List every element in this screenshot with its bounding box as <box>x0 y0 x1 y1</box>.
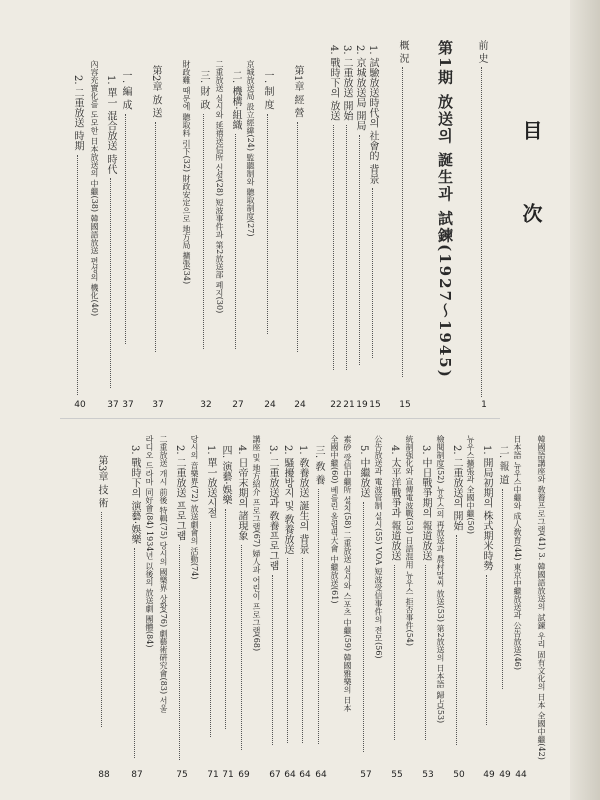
toc-entry-text: 1. 敎養放送 誕生의 背景 <box>297 445 308 555</box>
leader-dots <box>235 134 236 349</box>
toc-entry-text: 2. 二重放送 프로그램 <box>174 445 185 541</box>
toc-entry-text: 素砂 受信中繼所 설치(58) 二重放送 실시와 스포츠 中繼(59) 韓國雅樂의 日本 <box>343 435 352 713</box>
toc-entry-text: 2. 騷擾방지 및 敎養放送 <box>282 445 293 555</box>
leader-dots <box>425 565 426 740</box>
toc-entry <box>436 435 444 723</box>
toc-entry-text: 一. 編 成 <box>120 70 131 110</box>
toc-entry-text: 1. 單一放送시절 <box>205 445 216 518</box>
toc-entry-text: 財政難 때문에 聽取料 引下(32) 財政安定으로 地方局 擴張(34) <box>182 60 191 285</box>
toc-entry <box>358 445 368 752</box>
page-number: 27 <box>232 400 244 410</box>
toc-entry <box>246 60 254 236</box>
toc-entry <box>105 75 115 388</box>
toc-entry <box>120 70 130 344</box>
toc-entry-text: 2. 二重放送의 開始 <box>451 445 462 531</box>
toc-entry-text: 4. 日帝末期의 諸現象 <box>236 445 247 541</box>
toc-entry-text: 2. 二重放送 時期 <box>72 75 83 151</box>
toc-entry <box>205 445 215 737</box>
toc-entry <box>220 445 230 729</box>
page-number: 19 <box>356 400 368 410</box>
leader-dots <box>241 545 242 750</box>
leader-dots <box>402 67 403 377</box>
toc-entry-text: 內容充實化를 도모한 日本放送의 中繼(38) 韓國語放送 편성의 機化(40) <box>90 60 99 317</box>
leader-dots <box>267 114 268 334</box>
toc-entry <box>343 435 351 712</box>
page-number: 32 <box>200 400 212 410</box>
leader-dots <box>110 178 111 388</box>
page-number: 88 <box>98 770 110 780</box>
toc-entry-text: 韓國語講座와 敎養프로그램(41) 3. 韓國語放送의 試鍊 우리 固有文化의 日本 全國中繼(42) <box>537 435 546 760</box>
toc-entry-text: 前 史 <box>476 40 487 64</box>
toc-entry <box>96 455 106 727</box>
leader-dots <box>155 122 156 352</box>
toc-entry <box>230 70 240 349</box>
toc-entry-text: 一. 制 度 <box>262 70 273 110</box>
toc-entry <box>476 40 486 397</box>
page-number: 57 <box>360 770 372 780</box>
toc-entry <box>497 445 507 689</box>
leader-dots <box>287 558 288 743</box>
page-number: 55 <box>391 770 403 780</box>
page-number: 15 <box>369 400 381 410</box>
page-number: 21 <box>343 400 355 410</box>
page-number: 37 <box>122 400 134 410</box>
page-number: 87 <box>131 770 143 780</box>
page-number: 50 <box>453 770 465 780</box>
toc-entry-text: 1. 單一 混合放送 時代 <box>105 75 116 175</box>
toc-entry-text: 5. 中繼放送 <box>358 445 369 498</box>
toc-entry <box>397 40 407 377</box>
page-number: 22 <box>330 400 342 410</box>
leader-dots <box>394 565 395 740</box>
toc-entry <box>367 45 377 358</box>
toc-entry-text: 3. 戰時下의 演藝·娛樂 <box>129 445 140 545</box>
leader-dots <box>481 67 482 397</box>
toc-entry-text: 1. 開局初期의 株式期米時勢 <box>481 445 492 571</box>
toc-entry <box>145 435 153 647</box>
leader-dots <box>210 522 211 737</box>
toc-entry <box>374 435 382 659</box>
toc-entry <box>313 445 323 744</box>
page-title: 目 次 <box>519 120 543 251</box>
leader-dots <box>302 558 303 743</box>
leader-dots <box>346 125 347 370</box>
toc-entry-text: 第1章 經 營 <box>292 65 303 118</box>
toc-entry-text: 京城放送局 設立經緯(24) 監聽制와 聽取制度(27) <box>246 60 255 237</box>
toc-entry <box>537 435 545 760</box>
page-number: 69 <box>238 770 250 780</box>
toc-entry-text: 三. 財 政 <box>198 70 209 110</box>
leader-dots <box>77 155 78 395</box>
page-number: 64 <box>299 770 311 780</box>
toc-entry <box>341 45 351 370</box>
toc-entry-text: 3. 二重放送과 敎養프로그램 <box>267 445 278 571</box>
toc-entry-text: 3. 二重放送 開始 <box>341 45 352 121</box>
toc-entry-text: 第3章 技 術 <box>96 455 107 508</box>
leader-dots <box>125 114 126 344</box>
page-number: 37 <box>107 400 119 410</box>
leader-dots <box>179 545 180 760</box>
toc-entry-text: 당시의 音樂界(72) 放送劇會의 活動(74) <box>190 435 199 580</box>
toc-entry-text: 3. 中日戰爭期의 報道放送 <box>420 445 431 561</box>
toc-entry-text: 日本語 뉴우스中繼와 成人敎育(44) 東京中繼放送과 公告放送(46) <box>513 435 522 671</box>
leader-dots <box>456 535 457 745</box>
toc-entry <box>174 445 184 760</box>
toc-entry <box>292 65 302 352</box>
toc-entry-text: 二. 機構·組織 <box>230 70 241 130</box>
page-number: 71 <box>207 770 219 780</box>
leader-dots <box>272 575 273 745</box>
page-number: 1 <box>481 400 487 410</box>
page-number: 15 <box>399 400 411 410</box>
toc-entry-text: 4. 戰時下의 放送 <box>328 45 339 121</box>
toc-entry <box>150 65 160 352</box>
leader-dots <box>101 512 102 727</box>
leader-dots <box>359 135 360 365</box>
toc-entry <box>451 445 461 745</box>
toc-entry <box>354 45 364 365</box>
section-divider <box>60 418 500 419</box>
toc-entry <box>72 75 82 395</box>
page-number: 49 <box>499 770 511 780</box>
toc-entry-text: 講座 및 地方紹介 프로그램(67) 婦人과 어린이 프로그램(68) <box>252 435 261 652</box>
toc-entry-text: 三. 敎 養 <box>313 445 324 485</box>
leader-dots <box>297 122 298 352</box>
toc-entry <box>328 45 338 370</box>
toc-entry-text: 四. 演藝·娛樂 <box>220 445 231 505</box>
page-number: 64 <box>315 770 327 780</box>
toc-entry <box>262 70 272 334</box>
toc-entry-text: 二重放送 개시 前後 特輯(75) 당시의 國樂界 상황(76) 劇藝術硏究會(83) 서울 <box>159 435 168 713</box>
toc-entry <box>252 435 260 651</box>
toc-entry <box>437 40 452 379</box>
leader-dots <box>333 125 334 370</box>
toc-entry <box>129 445 139 758</box>
toc-entry <box>198 70 208 349</box>
leader-dots <box>502 489 503 689</box>
toc-entry-text: 1. 試驗放送時代의 社會的 背景 <box>367 45 378 185</box>
toc-entry-text: 2. 京城放送局 開局 <box>354 45 365 131</box>
toc-entry <box>513 435 521 670</box>
page-number: 53 <box>422 770 434 780</box>
toc-entry-text: 檢閱制度(52) 뉴우스의 再放送과 農村말씨 放送(53) 第2放送의 日本語 歸占(53) <box>436 435 445 724</box>
page-number: 71 <box>222 770 234 780</box>
toc-entry-text: 公告放送과 電波管制 실시(55) VOA 短波受信事件의 전모(56) <box>374 435 383 659</box>
toc-entry-text: 概 況 <box>397 40 408 64</box>
leader-dots <box>134 548 135 758</box>
page-number: 44 <box>515 770 527 780</box>
leader-dots <box>372 188 373 358</box>
leader-dots <box>486 575 487 725</box>
toc-entry <box>282 445 292 743</box>
toc-entry <box>481 445 491 725</box>
toc-entry-text: 라디오 드라마 同好會(84) 1934년 以後의 放送劇 團體(84) <box>145 435 154 648</box>
leader-dots <box>203 114 204 349</box>
toc-entry <box>215 60 223 313</box>
toc-entry <box>466 435 474 534</box>
leader-dots <box>318 489 319 744</box>
page-number: 75 <box>176 770 188 780</box>
page-number: 64 <box>284 770 296 780</box>
toc-entry-text: 뉴우스擴張과 全國中繼(50) <box>466 435 475 534</box>
book-binding <box>570 0 600 800</box>
page-number: 40 <box>74 400 86 410</box>
toc-entry-text: 4. 太平洋戰爭과 報道放送 <box>389 445 400 561</box>
leader-dots <box>363 502 364 752</box>
toc-entry <box>90 60 98 316</box>
toc-entry <box>236 445 246 750</box>
toc-entry <box>420 445 430 740</box>
leader-dots <box>225 509 226 729</box>
toc-entry <box>159 435 167 713</box>
toc-entry <box>190 435 198 579</box>
page-number: 24 <box>264 400 276 410</box>
toc-entry <box>405 435 413 646</box>
page-number: 37 <box>152 400 164 410</box>
toc-entry <box>297 445 307 743</box>
toc-entry <box>389 445 399 740</box>
toc-entry <box>182 60 190 284</box>
toc-entry-text: 統制强化와 宣傳電波戰(53) 日語混用 뉴우스 拒否事件(54) <box>405 435 414 647</box>
toc-entry <box>330 435 338 603</box>
toc-entry-text: 第1期 放送의 誕生과 試鍊(1927〜1945) <box>436 40 454 379</box>
toc-entry <box>267 445 277 745</box>
page-number: 49 <box>483 770 495 780</box>
toc-entry-text: 第2章 放 送 <box>150 65 161 118</box>
page-number: 24 <box>294 400 306 410</box>
page-number: 67 <box>269 770 281 780</box>
toc-entry-text: 二重放送 실시와 延禧送信所 신설(28) 短波事件과 第2放送部 폐지(30) <box>215 60 224 314</box>
toc-entry-text: 全國中繼(60) 베를린 올림픽大會 中繼放送(61) <box>330 435 339 604</box>
toc-entry-text: 二. 報 道 <box>497 445 508 485</box>
